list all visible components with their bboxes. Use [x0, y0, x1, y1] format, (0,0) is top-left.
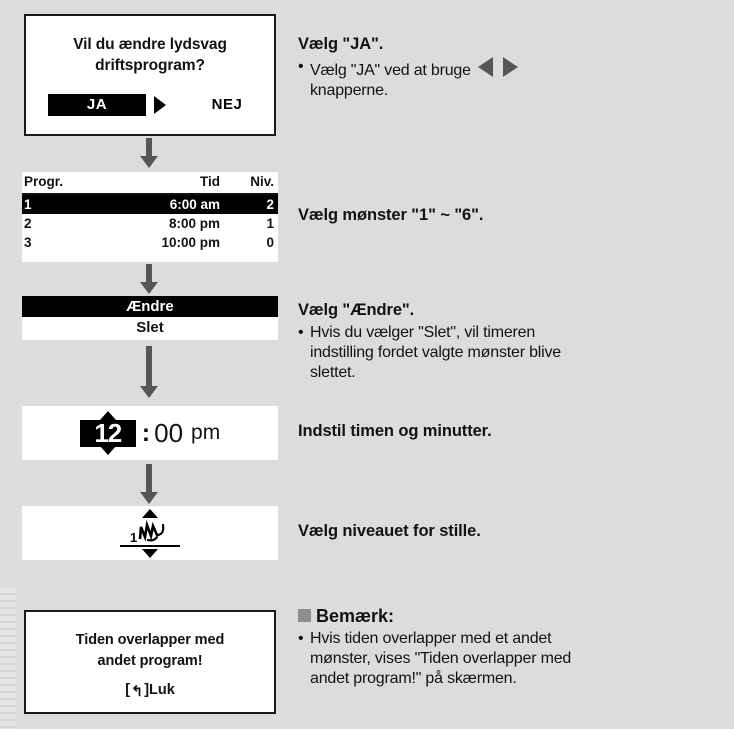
step-3-body-line-2: indstilling fordet valgte mønster blive: [310, 344, 561, 361]
note-heading-label: Bemærk:: [316, 606, 395, 626]
quiet-level-underline: [120, 545, 180, 547]
hour-down-arrow-icon[interactable]: [100, 446, 116, 455]
step-1-title: Vælg "JA".: [298, 35, 384, 53]
quiet-up-arrow-icon[interactable]: [142, 509, 158, 518]
program-table-panel: [22, 172, 278, 262]
table-header-row: [22, 172, 278, 195]
instruction-step-1: [298, 34, 728, 101]
connector-shaft: [146, 264, 152, 284]
warning-message: [26, 630, 274, 672]
cell-program: 1: [24, 197, 32, 212]
instruction-step-4: [298, 421, 728, 442]
step-1-body: [298, 57, 728, 101]
hour-value[interactable]: 12: [80, 420, 136, 447]
connector-arrowhead-icon: [140, 156, 158, 168]
minute-value[interactable]: 00: [154, 418, 184, 448]
step-3-body-line-1: • Hvis du vælger "Slet", vil timeren: [310, 324, 536, 341]
quiet-breeze-icon: [118, 519, 182, 545]
note-body-line-1: • Hvis tiden overlapper med et andet: [310, 630, 552, 647]
column-header-level: Niv.: [250, 174, 274, 189]
overlap-warning-panel: [24, 610, 276, 714]
step-3-body: [298, 323, 728, 383]
cell-time: 8:00 pm: [168, 216, 220, 231]
instruction-step-5: [298, 521, 728, 542]
step-1-body-after: knapperne.: [310, 82, 389, 99]
close-label-suffix: ]Luk: [144, 682, 175, 698]
cursor-right-triangle-icon: [154, 96, 166, 114]
step-4-title: Indstil timen og minutter.: [298, 422, 492, 440]
note-body-line-3: andet program!" på skærmen.: [310, 670, 517, 687]
step-5-title: Vælg niveauet for stille.: [298, 522, 481, 540]
back-arrow-icon: ↰: [131, 684, 144, 700]
step-2-title: Vælg mønster "1" ~ "6".: [298, 206, 484, 224]
step-3-title: Vælg "Ændre".: [298, 301, 415, 319]
close-bracket-open: [: [125, 682, 131, 698]
close-button[interactable]: [26, 682, 274, 700]
connector-arrow-3: [140, 346, 158, 398]
time-colon: :: [141, 419, 151, 447]
note-body: [298, 629, 728, 689]
column-header-program: Progr.: [24, 174, 64, 189]
table-row[interactable]: [22, 214, 278, 233]
confirm-dialog-choices: [26, 94, 274, 118]
confirm-message-line-2: driftsprogram?: [95, 57, 205, 74]
cell-level: 0: [266, 235, 274, 250]
yes-button[interactable]: JA: [48, 94, 146, 116]
menu-item-delete[interactable]: Slet: [136, 319, 164, 336]
right-arrow-button-icon: [503, 57, 518, 77]
cell-level: 2: [266, 197, 274, 212]
connector-arrowhead-icon: [140, 282, 158, 294]
menu-item-change[interactable]: Ændre: [22, 296, 278, 317]
quiet-down-arrow-icon[interactable]: [142, 549, 158, 558]
connector-shaft: [146, 346, 152, 388]
warning-message-line-1: Tiden overlapper med: [75, 632, 225, 648]
confirm-dialog-message: [26, 34, 274, 76]
connector-arrow-2: [140, 264, 158, 294]
left-arrow-button-icon: [478, 57, 493, 77]
edit-menu-panel: [22, 296, 278, 340]
step-1-body-before: Vælg "JA" ved at bruge: [310, 62, 471, 79]
connector-shaft: [146, 464, 152, 494]
confirm-dialog-panel: [24, 14, 276, 136]
note-marker-square-icon: [298, 609, 311, 622]
time-setting-panel: [22, 406, 278, 460]
confirm-message-line-1: Vil du ændre lydsvag: [73, 36, 227, 53]
instruction-step-2: [298, 205, 728, 226]
table-row[interactable]: [22, 195, 278, 214]
connector-arrowhead-icon: [140, 492, 158, 504]
hour-stepper[interactable]: [80, 412, 136, 454]
quiet-level-panel: [22, 506, 278, 560]
instruction-step-3: [298, 300, 728, 383]
note-body-line-2: mønster, vises "Tiden overlapper med: [310, 650, 572, 667]
note-section: [298, 605, 728, 689]
time-display: [22, 412, 278, 454]
column-header-time: Tid: [200, 174, 220, 189]
quiet-level-stepper[interactable]: [118, 509, 182, 557]
cell-time: 6:00 am: [169, 197, 220, 212]
step-3-body-line-3: slettet.: [310, 364, 356, 381]
svg-text:1: 1: [130, 530, 138, 545]
cell-time: 10:00 pm: [161, 235, 220, 250]
note-heading: [298, 605, 728, 627]
warning-message-line-2: andet program!: [97, 653, 203, 669]
meridiem-value[interactable]: pm: [191, 421, 221, 444]
cell-program: 2: [24, 216, 32, 231]
cell-level: 1: [266, 216, 274, 231]
connector-arrow-4: [140, 464, 158, 504]
connector-arrow-1: [140, 138, 158, 168]
no-button[interactable]: NEJ: [211, 96, 243, 113]
cell-program: 3: [24, 235, 32, 250]
table-row[interactable]: [22, 233, 278, 252]
connector-arrowhead-icon: [140, 386, 158, 398]
connector-shaft: [146, 138, 152, 158]
